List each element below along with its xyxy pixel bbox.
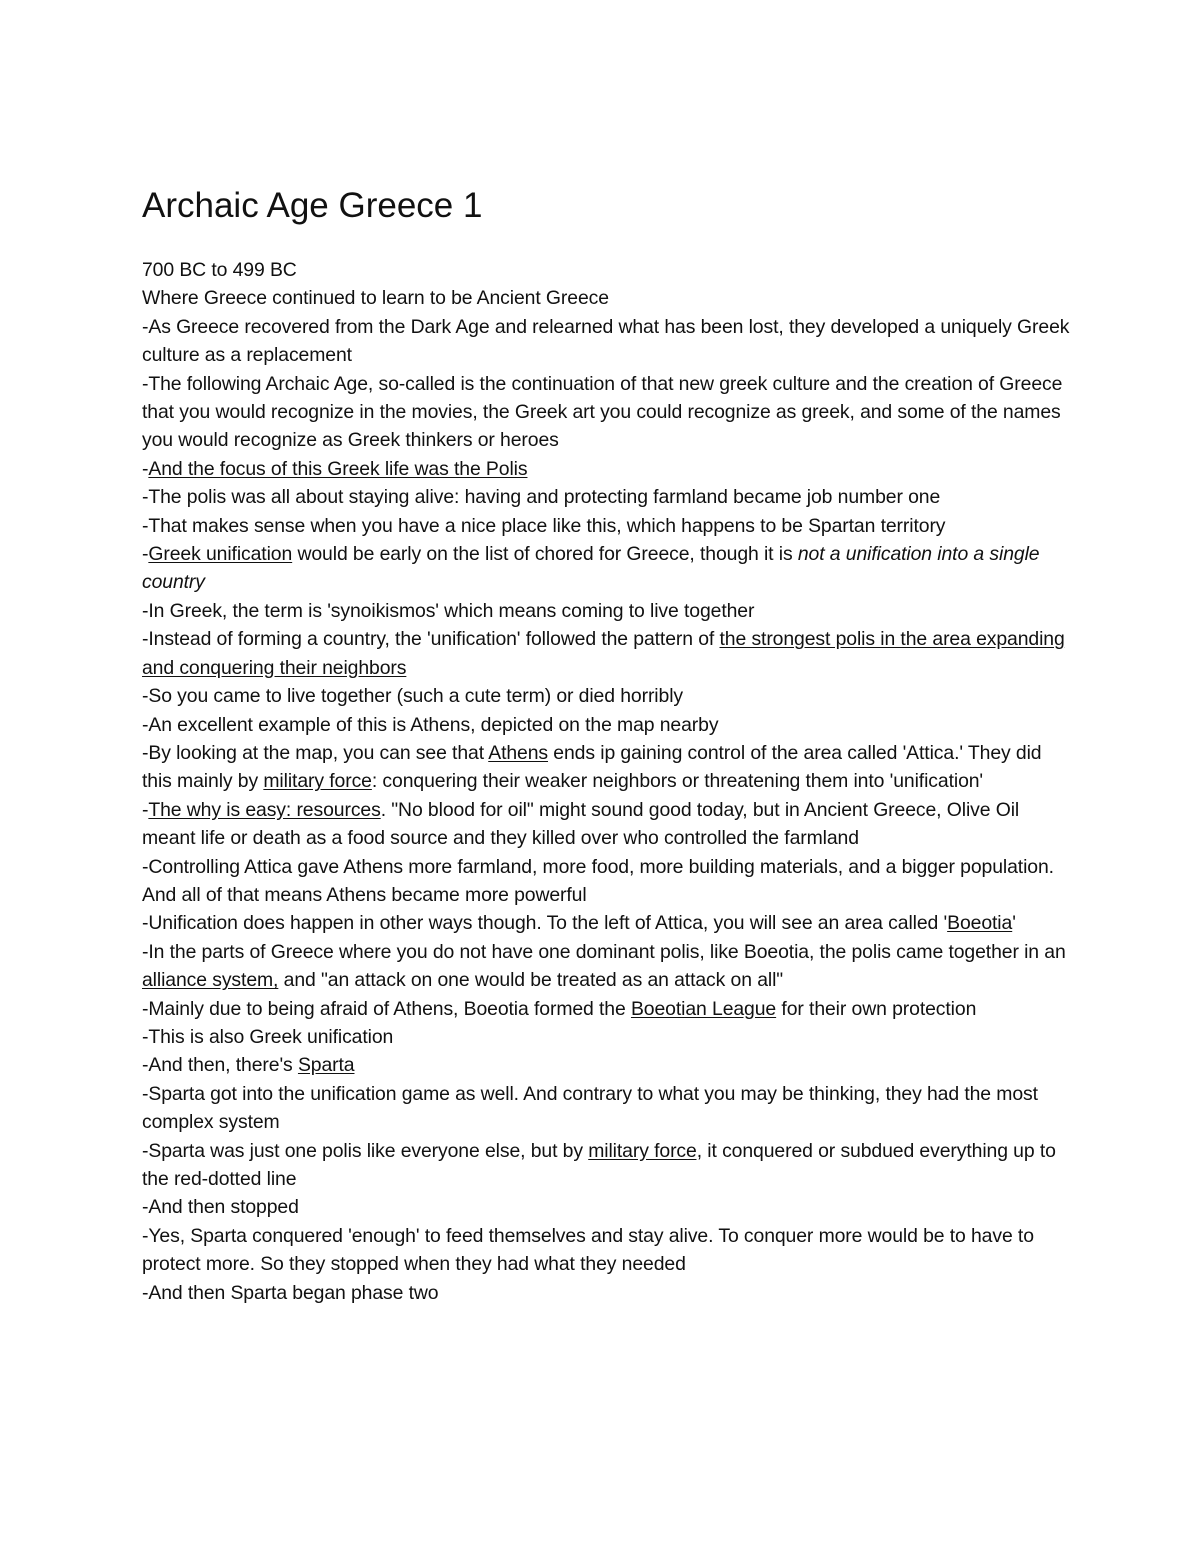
paragraph — [142, 455, 1072, 483]
text-run: -The following Archaic Age, so-called is the continuation of that new greek culture and the creation of Greece that you would recognize in the movies, the Greek art you could recognize as greek, and some of the names you would recognize as Greek thinkers or heroes — [142, 372, 1063, 452]
paragraph — [142, 711, 1072, 739]
document-body — [142, 256, 1072, 1307]
text-run: -And then stopped — [142, 1196, 299, 1219]
text-run: Where Greece continued to learn to be Ancient Greece — [142, 287, 609, 310]
paragraph — [142, 512, 1072, 540]
paragraph — [142, 739, 1072, 796]
text-run: - — [142, 798, 149, 821]
paragraph — [142, 995, 1072, 1023]
paragraph — [142, 625, 1072, 682]
paragraph — [142, 1193, 1072, 1221]
text-run: : conquering their weaker neighbors or threatening them into 'unification' — [371, 770, 984, 793]
paragraph — [142, 1051, 1072, 1079]
underlined-text: military force — [263, 770, 372, 793]
paragraph — [142, 370, 1072, 455]
paragraph — [142, 313, 1072, 370]
document-title: Archaic Age Greece 1 — [142, 186, 483, 225]
text-run: . "No blood for oil" might sound good today, but in Ancient Greece, Olive Oil meant life or death as a food source and they killed over who controlled the farmland — [142, 798, 1020, 850]
paragraph — [142, 483, 1072, 511]
paragraph — [142, 938, 1072, 995]
underlined-text: Greek unification — [148, 543, 293, 566]
document-page — [142, 186, 1072, 1307]
text-run: would be early on the list of chored for Greece, though it is — [292, 543, 798, 566]
text-run: -Controlling Attica gave Athens more farmland, more food, more building materials, and a bigger population. And all of that means Athens became more powerful — [142, 855, 1054, 906]
paragraph — [142, 256, 1072, 284]
text-run: ' — [1012, 912, 1016, 935]
text-run: -The polis was all about staying alive: having and protecting farmland became job number one — [142, 486, 941, 509]
underlined-text: Athens — [488, 741, 549, 764]
paragraph — [142, 540, 1072, 597]
text-run: -In the parts of Greece where you do not have one dominant polis, like Boeotia, the polis came together in an — [142, 940, 1066, 963]
italic-text: not a unification into a single country — [142, 543, 1040, 594]
text-run: -Mainly due to being afraid of Athens, Boeotia formed the — [142, 997, 631, 1020]
text-run: - — [142, 457, 149, 480]
paragraph — [142, 1279, 1072, 1307]
underlined-text: military force, — [588, 1139, 703, 1162]
paragraph — [142, 1222, 1072, 1279]
paragraph — [142, 682, 1072, 710]
paragraph — [142, 853, 1072, 910]
text-run: 700 BC to 499 BC — [142, 259, 297, 281]
underlined-text: the strongest polis in the area expanding and conquering their neighbors — [142, 628, 1065, 679]
text-run: -An excellent example of this is Athens, depicted on the map nearby — [142, 713, 719, 736]
text-run: -By looking at the map, you can see that — [142, 741, 489, 764]
text-run: -And then, there's — [142, 1054, 298, 1077]
text-run: -This is also Greek unification — [142, 1025, 394, 1048]
paragraph — [142, 796, 1072, 853]
text-run: - — [142, 543, 149, 566]
text-run: -Instead of forming a country, the 'unification' followed the pattern of — [142, 628, 720, 651]
paragraph — [142, 1080, 1072, 1137]
underlined-text: And the focus of this Greek life was the Polis — [148, 457, 528, 480]
text-run: and "an attack on one would be treated as an attack on all" — [278, 969, 784, 992]
text-run: -Unification does happen in other ways though. To the left of Attica, you will see an area called ' — [142, 912, 948, 935]
text-run: for their own protection — [776, 997, 977, 1020]
underlined-text: Boeotia — [947, 912, 1013, 935]
underlined-text: The why is easy: resources — [148, 798, 381, 821]
text-run: -Sparta was just one polis like everyone else, but by — [142, 1139, 589, 1162]
paragraph — [142, 1137, 1072, 1194]
text-run: -So you came to live together (such a cute term) or died horribly — [142, 685, 683, 708]
underlined-text: alliance system, — [142, 969, 279, 992]
text-run: -And then Sparta began phase two — [142, 1281, 439, 1304]
text-run: -That makes sense when you have a nice place like this, which happens to be Spartan territory — [142, 514, 946, 537]
underlined-text: Sparta — [297, 1054, 355, 1077]
paragraph — [142, 909, 1072, 937]
underlined-text: Boeotian League — [630, 997, 777, 1020]
paragraph — [142, 1023, 1072, 1051]
text-run: ends ip gaining control of the area called 'Attica.' They did this mainly by — [142, 741, 1042, 793]
paragraph — [142, 597, 1072, 625]
text-run: -In Greek, the term is 'synoikismos' which means coming to live together — [142, 599, 755, 622]
text-run: it conquered or subdued everything up to the red-dotted line — [142, 1139, 1056, 1190]
paragraph — [142, 284, 1072, 312]
text-run: -Sparta got into the unification game as well. And contrary to what you may be thinking, they had the most complex system — [142, 1082, 1038, 1134]
text-run: -As Greece recovered from the Dark Age and relearned what has been lost, they developed a uniquely Greek culture as a replacement — [142, 315, 1070, 367]
text-run: -Yes, Sparta conquered 'enough' to feed themselves and stay alive. To conquer more would be to have to protect more. So they stopped when they had what they needed — [142, 1224, 1034, 1276]
